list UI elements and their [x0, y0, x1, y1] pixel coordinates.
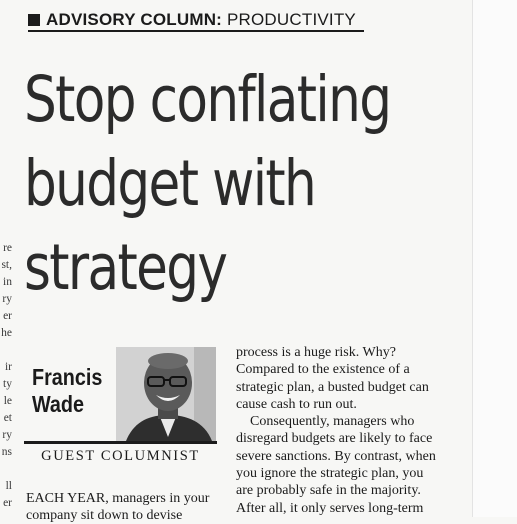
section-kicker [28, 10, 356, 30]
body-column-left [26, 490, 219, 524]
body-line: strategic plan, a busted budget can [236, 379, 429, 395]
fragment-gap [0, 342, 12, 359]
body-line: you ignore the strategic plan, you [236, 466, 424, 482]
columnist-first-name: Francis [32, 364, 103, 390]
kicker-underline [28, 30, 364, 32]
headline-line: strategy [24, 231, 227, 304]
fragment-line: re [3, 242, 12, 254]
columnist-name [32, 364, 102, 418]
portrait-icon [116, 347, 216, 441]
body-line: severe sanctions. By contrast, when [236, 448, 436, 464]
headline [24, 58, 391, 310]
fragment-line: er [3, 310, 12, 322]
fragment-line: ty [3, 378, 12, 390]
body-line: cause cash to run out. [236, 396, 357, 412]
columnist-portrait [116, 347, 216, 441]
fragment-line: et [3, 412, 12, 424]
fragment-line: in [3, 276, 12, 288]
headline-line: Stop conflating [24, 63, 391, 136]
body-line: company sit down to devise [26, 508, 183, 523]
body-line: EACH YEAR, managers in your [26, 491, 210, 506]
fragment-line: er [3, 497, 12, 509]
kicker-topic: PRODUCTIVITY [226, 10, 356, 29]
columnist-last-name: Wade [32, 391, 85, 417]
square-bullet-icon [28, 14, 40, 26]
body-line: disregard budgets are likely to face [236, 431, 433, 447]
body-line: After all, it only serves long-term [236, 500, 424, 516]
byline-rule [24, 441, 217, 444]
body-line: Compared to the existence of a [236, 362, 410, 378]
previous-column-fragment [0, 240, 12, 512]
fragment-line: st, [1, 259, 12, 271]
fragment-line: ll [5, 480, 12, 492]
body-line: are probably safe in the majority. [236, 483, 421, 499]
column-divider [472, 0, 473, 517]
fragment-line: ry [2, 429, 12, 441]
fragment-line: ir [4, 361, 12, 373]
body-column-right [236, 344, 436, 517]
page-gutter [473, 0, 517, 517]
body-line: Consequently, managers who [250, 414, 415, 430]
kicker-section: ADVISORY COLUMN: [46, 10, 223, 29]
fragment-line: ry [2, 293, 12, 305]
fragment-line: le [3, 395, 12, 407]
fragment-line: ns [1, 446, 12, 458]
fragment-line: he [1, 327, 12, 339]
columnist-role: GUEST COLUMNIST [41, 448, 200, 464]
fragment-gap [0, 461, 12, 478]
headline-line: budget with [24, 147, 316, 220]
body-line: process is a huge risk. Why? [236, 345, 396, 360]
